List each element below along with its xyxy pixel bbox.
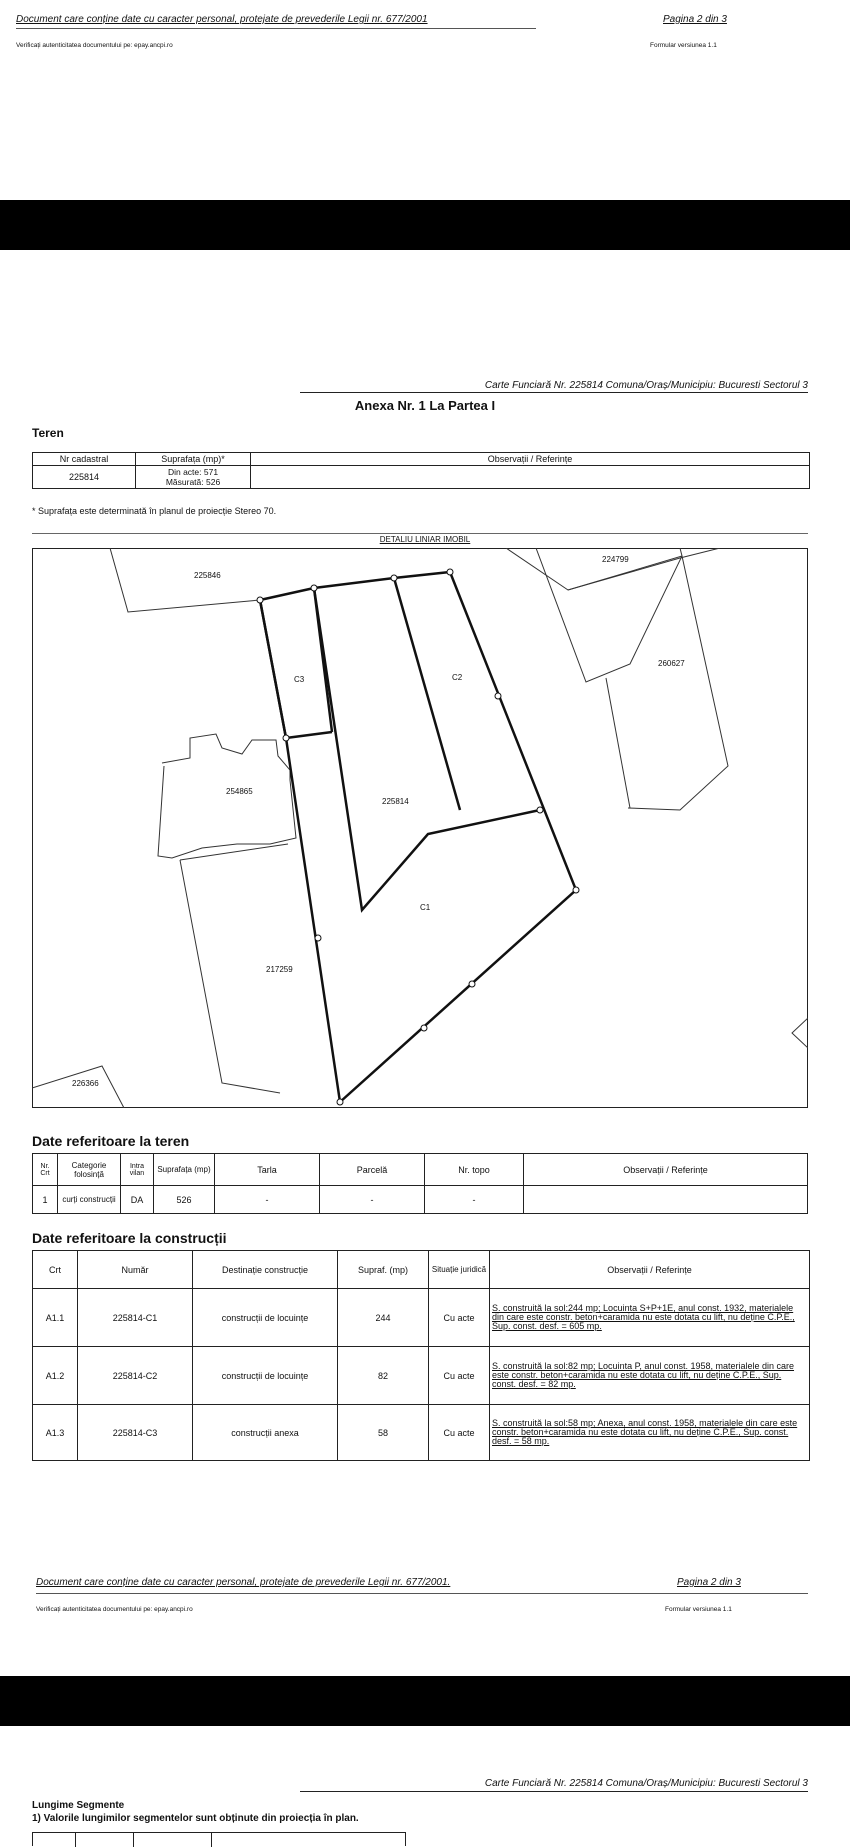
- page1-footer-form-version: Formular versiunea 1.1: [650, 42, 717, 49]
- row1-situatie: Cu acte: [429, 1289, 490, 1347]
- page3-header-cf: Carte Funciară Nr. 225814 Comuna/Oraș/Municipiu: Bucuresti Sectorul 3: [484, 1778, 808, 1789]
- th-suprafata: Suprafața (mp): [154, 1154, 215, 1186]
- th-destinatie: Destinație construcție: [193, 1251, 338, 1289]
- page1-footer-disclaimer: Document care conține date cu caracter personal, protejate de prevederile Legii nr. 677/2001: [16, 14, 428, 25]
- page2-header-cf: Carte Funciară Nr. 225814 Comuna/Oraș/Municipiu: Bucuresti Sectorul 3: [484, 380, 808, 391]
- row1-obs: S. construită la sol:244 mp; Locuinta S+P+1E, anul const. 1932, materialele din care este constr. beton+caramida nu este dotata cu lift, nu deține C.P.E., Sup. const. desf. = 605 mp.: [490, 1289, 810, 1347]
- td-suprafata: 526: [154, 1186, 215, 1214]
- teren-label: Teren: [32, 426, 64, 440]
- page1-footer-page-number: Pagina 2 din 3: [663, 14, 727, 25]
- detaliu-label: DETALIU LINIAR IMOBIL: [379, 535, 471, 544]
- constructii-table: [32, 1250, 810, 1461]
- th-categorie: Categorie folosință: [58, 1154, 121, 1186]
- row3-obs: S. construită la sol:58 mp; Anexa, anul const. 1958, materialele din care este constr. beton+caramida nu este dotata cu lift, nu deține C.P.E., Sup. const. desf. = 58 mp.: [490, 1405, 810, 1461]
- page2-footer-page-number: Pagina 2 din 3: [677, 1577, 741, 1588]
- th-crt: Crt: [33, 1251, 78, 1289]
- suprafata-din-acte: Din acte: 571: [167, 467, 219, 477]
- row2-obs: S. construită la sol:82 mp; Locuinta P, anul const. 1958, materialele din care este constr. beton+caramida nu este dotata cu lift, nu deține C.P.E., Sup. const. desf. = 82 mp.: [490, 1347, 810, 1405]
- cell-observatii: [251, 466, 810, 489]
- th-observatii: Observații / Referințe: [524, 1154, 808, 1186]
- detaliu-rule: [32, 533, 808, 534]
- page-separator-bar: [0, 200, 850, 250]
- row2-numar: 225814-C2: [78, 1347, 193, 1405]
- row3-situatie: Cu acte: [429, 1405, 490, 1461]
- page1-footer-verify: Verificați autenticitatea documentului pe: epay.ancpi.ro: [16, 42, 173, 49]
- row2-destinatie: construcții de locuințe: [193, 1347, 338, 1405]
- row1-crt: A1.1: [33, 1289, 78, 1347]
- row1-supraf: 244: [338, 1289, 429, 1347]
- td-intravilan: DA: [121, 1186, 154, 1214]
- label-building-c1: C1: [420, 903, 431, 912]
- label-parcel-217259: 217259: [266, 965, 293, 974]
- label-parcel-254865: 254865: [226, 787, 253, 796]
- th-obs: Observații / Referințe: [490, 1251, 810, 1289]
- row3-crt: A1.3: [33, 1405, 78, 1461]
- row1-numar: 225814-C1: [78, 1289, 193, 1347]
- label-parcel-226366: 226366: [72, 1079, 99, 1088]
- cell-nr-cadastral: 225814: [33, 466, 136, 489]
- row3-numar: 225814-C3: [78, 1405, 193, 1461]
- page2-footer-rule: [36, 1593, 808, 1594]
- page2-title: Anexa Nr. 1 La Partea I: [354, 398, 496, 413]
- cadastral-map: [32, 548, 808, 1108]
- header-nr-cadastral: Nr cadastral: [33, 453, 136, 466]
- row2-supraf: 82: [338, 1347, 429, 1405]
- constructie-row: [33, 1289, 810, 1347]
- suprafata-footnote: * Suprafața este determinată în planul de proiecție Stereo 70.: [32, 506, 277, 516]
- row2-crt: A1.2: [33, 1347, 78, 1405]
- td-observatii: [524, 1186, 808, 1214]
- td-nr-topo: -: [425, 1186, 524, 1214]
- row2-situatie: Cu acte: [429, 1347, 490, 1405]
- teren-data-title: Date referitoare la teren: [32, 1133, 190, 1149]
- row3-supraf: 58: [338, 1405, 429, 1461]
- label-parcel-224799: 224799: [602, 555, 629, 564]
- td-nr-crt: 1: [33, 1186, 58, 1214]
- suprafata-masurata: Măsurată: 526: [165, 477, 221, 487]
- header-suprafata: Suprafața (mp)*: [136, 453, 251, 466]
- constructie-row: [33, 1347, 810, 1405]
- page2-footer-form-version: Formular versiunea 1.1: [665, 1606, 732, 1613]
- page1-footer-rule: [16, 28, 536, 29]
- segment-title: Lungime Segmente: [32, 1800, 125, 1811]
- page3-header-rule: [300, 1791, 808, 1792]
- constructii-title: Date referitoare la construcții: [32, 1230, 227, 1246]
- td-parcela: -: [320, 1186, 425, 1214]
- th-supraf: Supraf. (mp): [338, 1251, 429, 1289]
- row3-destinatie: construcții anexa: [193, 1405, 338, 1461]
- page2-header-rule: [300, 392, 808, 393]
- page-separator-bar-2: [0, 1676, 850, 1726]
- th-tarla: Tarla: [215, 1154, 320, 1186]
- header-observatii: Observații / Referințe: [251, 453, 810, 466]
- page2-footer-disclaimer: Document care conține date cu caracter personal, protejate de prevederile Legii nr. 677/2001.: [36, 1577, 451, 1588]
- th-nr-crt: Nr. Crt: [33, 1154, 58, 1186]
- label-parcel-225846: 225846: [194, 571, 221, 580]
- td-categorie: curți construcții: [58, 1186, 121, 1214]
- teren-table: [32, 452, 810, 489]
- th-numar: Număr: [78, 1251, 193, 1289]
- constructie-row: [33, 1405, 810, 1461]
- label-building-c2: C2: [452, 673, 463, 682]
- label-building-c3: C3: [294, 675, 305, 684]
- th-nr-topo: Nr. topo: [425, 1154, 524, 1186]
- segment-note: 1) Valorile lungimilor segmentelor sunt obținute din proiecția în plan.: [32, 1813, 359, 1824]
- td-tarla: -: [215, 1186, 320, 1214]
- cell-suprafata: [136, 466, 251, 489]
- segment-table-top: [32, 1832, 406, 1846]
- th-situatie: Situație juridică: [429, 1251, 490, 1289]
- row1-destinatie: construcții de locuințe: [193, 1289, 338, 1347]
- th-intravilan: Intra vilan: [121, 1154, 154, 1186]
- label-parcel-260627: 260627: [658, 659, 685, 668]
- th-parcela: Parcelă: [320, 1154, 425, 1186]
- label-parcel-225814: 225814: [382, 797, 409, 806]
- teren-data-table: [32, 1153, 808, 1214]
- page2-footer-verify: Verificați autenticitatea documentului pe: epay.ancpi.ro: [36, 1606, 193, 1613]
